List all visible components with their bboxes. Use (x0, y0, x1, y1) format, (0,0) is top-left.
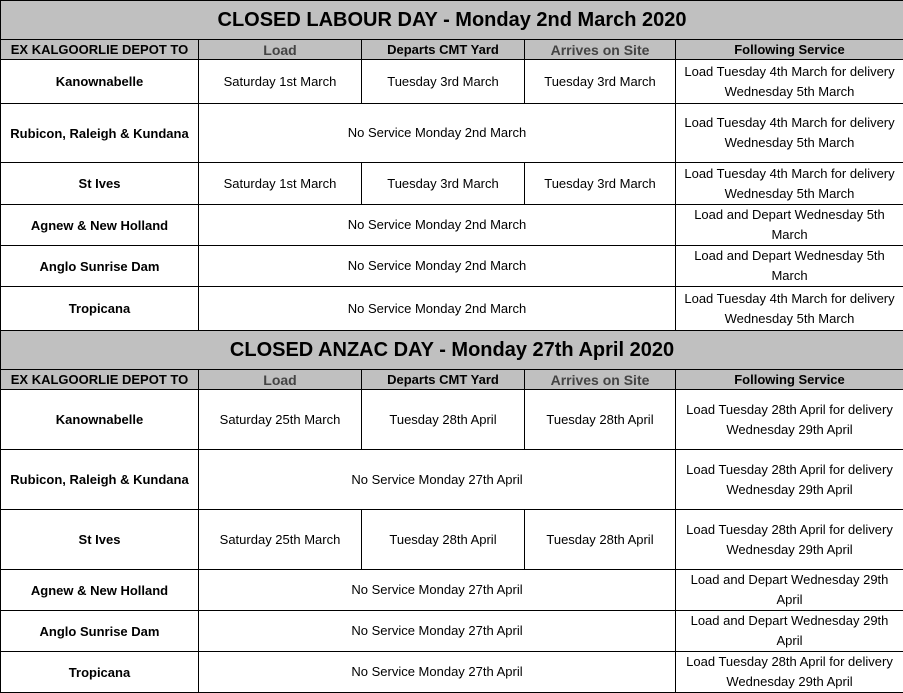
following-cell: Load and Depart Wednesday 5th March (676, 246, 903, 287)
following-cell: Load Tuesday 28th April for delivery Wednesday 29th April (676, 510, 903, 570)
col-header-departs: Departs CMT Yard (362, 370, 525, 390)
table-row (1, 104, 903, 163)
destination-cell: Tropicana (1, 652, 199, 693)
load-cell: Saturday 1st March (199, 60, 362, 104)
col-header-departs: Departs CMT Yard (362, 40, 525, 60)
section-title: CLOSED ANZAC DAY - Monday 27th April 2020 (1, 331, 903, 370)
destination-cell: Anglo Sunrise Dam (1, 246, 199, 287)
no-service-cell: No Service Monday 27th April (199, 570, 676, 611)
col-header-arrives: Arrives on Site (525, 40, 676, 60)
load-cell: Saturday 25th March (199, 510, 362, 570)
header-row (1, 40, 903, 60)
col-header-destination: EX KALGOORLIE DEPOT TO (1, 370, 199, 390)
section-title: CLOSED LABOUR DAY - Monday 2nd March 2020 (1, 1, 903, 40)
destination-cell: Tropicana (1, 287, 199, 331)
load-cell: Saturday 25th March (199, 390, 362, 450)
table-row (1, 287, 903, 331)
section-title-row (1, 1, 903, 40)
table-row (1, 205, 903, 246)
following-cell: Load Tuesday 4th March for delivery Wednesday 5th March (676, 287, 903, 331)
no-service-cell: No Service Monday 2nd March (199, 246, 676, 287)
col-header-arrives: Arrives on Site (525, 370, 676, 390)
section-title-row (1, 331, 903, 370)
destination-cell: Kanownabelle (1, 60, 199, 104)
departs-cell: Tuesday 28th April (362, 510, 525, 570)
arrives-cell: Tuesday 3rd March (525, 60, 676, 104)
table-row (1, 450, 903, 510)
following-cell: Load and Depart Wednesday 29th April (676, 611, 903, 652)
col-header-load: Load (199, 370, 362, 390)
following-cell: Load and Depart Wednesday 5th March (676, 205, 903, 246)
no-service-cell: No Service Monday 2nd March (199, 287, 676, 331)
following-cell: Load Tuesday 4th March for delivery Wednesday 5th March (676, 60, 903, 104)
col-header-destination: EX KALGOORLIE DEPOT TO (1, 40, 199, 60)
no-service-cell: No Service Monday 27th April (199, 652, 676, 693)
table-row (1, 652, 903, 693)
destination-cell: Kanownabelle (1, 390, 199, 450)
destination-cell: Agnew & New Holland (1, 570, 199, 611)
following-cell: Load and Depart Wednesday 29th April (676, 570, 903, 611)
table-row (1, 510, 903, 570)
destination-cell: St Ives (1, 510, 199, 570)
departs-cell: Tuesday 28th April (362, 390, 525, 450)
table-row (1, 246, 903, 287)
following-cell: Load Tuesday 28th April for delivery Wednesday 29th April (676, 390, 903, 450)
no-service-cell: No Service Monday 27th April (199, 450, 676, 510)
col-header-load: Load (199, 40, 362, 60)
table-row (1, 390, 903, 450)
arrives-cell: Tuesday 28th April (525, 390, 676, 450)
destination-cell: Rubicon, Raleigh & Kundana (1, 450, 199, 510)
following-cell: Load Tuesday 4th March for delivery Wednesday 5th March (676, 163, 903, 205)
no-service-cell: No Service Monday 27th April (199, 611, 676, 652)
table-row (1, 611, 903, 652)
following-cell: Load Tuesday 4th March for delivery Wednesday 5th March (676, 104, 903, 163)
col-header-following: Following Service (676, 40, 903, 60)
arrives-cell: Tuesday 28th April (525, 510, 676, 570)
destination-cell: Rubicon, Raleigh & Kundana (1, 104, 199, 163)
departs-cell: Tuesday 3rd March (362, 163, 525, 205)
table-row (1, 60, 903, 104)
following-cell: Load Tuesday 28th April for delivery Wednesday 29th April (676, 450, 903, 510)
destination-cell: Agnew & New Holland (1, 205, 199, 246)
table-row (1, 570, 903, 611)
arrives-cell: Tuesday 3rd March (525, 163, 676, 205)
load-cell: Saturday 1st March (199, 163, 362, 205)
following-cell: Load Tuesday 28th April for delivery Wednesday 29th April (676, 652, 903, 693)
col-header-following: Following Service (676, 370, 903, 390)
header-row (1, 370, 903, 390)
departs-cell: Tuesday 3rd March (362, 60, 525, 104)
destination-cell: Anglo Sunrise Dam (1, 611, 199, 652)
table-row (1, 163, 903, 205)
destination-cell: St Ives (1, 163, 199, 205)
no-service-cell: No Service Monday 2nd March (199, 205, 676, 246)
no-service-cell: No Service Monday 2nd March (199, 104, 676, 163)
